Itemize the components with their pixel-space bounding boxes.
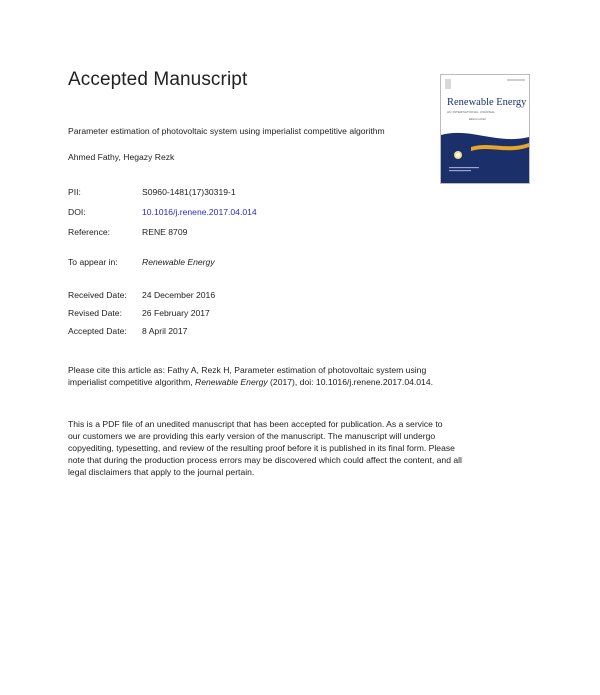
- pii-value: S0960-1481(17)30319-1: [142, 187, 236, 197]
- citation-journal: Renewable Energy: [195, 377, 268, 387]
- disclaimer-line: copyediting, typesetting, and review of the resulting proof before it is published in its final form. Please: [68, 443, 455, 453]
- disclaimer-line: our customers we are providing this early version of the manuscript. The manuscript will undergo: [68, 431, 436, 441]
- citation-line-2-post: (2017), doi: 10.1016/j.renene.2017.04.014.: [267, 377, 433, 387]
- reference-value: RENE 8709: [142, 227, 188, 237]
- reference-row: [68, 227, 187, 237]
- page-title: Accepted Manuscript: [68, 69, 248, 90]
- disclaimer-line: note that during the production process errors may be discovered which could affect the content, and all: [68, 455, 462, 465]
- appear-value: Renewable Energy: [142, 257, 215, 267]
- article-authors: Ahmed Fathy, Hegazy Rezk: [68, 152, 175, 162]
- revised-row: [68, 308, 210, 318]
- appear-row: [68, 257, 215, 267]
- revised-value: 26 February 2017: [142, 308, 210, 318]
- citation-line-2-pre: imperialist competitive algorithm,: [68, 377, 196, 387]
- publisher-logo-icon: [445, 79, 451, 89]
- article-title: Parameter estimation of photovoltaic system using imperialist competitive algorithm: [68, 126, 385, 136]
- received-value: 24 December 2016: [142, 290, 216, 300]
- citation-line-2: [68, 376, 533, 388]
- revised-label: Revised Date:: [68, 308, 122, 318]
- cover-artwork: [441, 75, 529, 183]
- pii-label: PII:: [68, 187, 81, 197]
- doi-link[interactable]: 10.1016/j.renene.2017.04.014: [142, 207, 257, 217]
- doi-row: [68, 207, 257, 217]
- pii-row: [68, 187, 236, 197]
- disclaimer-line: This is a PDF file of an unedited manuscript that has been accepted for publication. As a service to: [68, 419, 443, 429]
- accepted-value: 8 April 2017: [142, 326, 188, 336]
- reference-label: Reference:: [68, 227, 111, 237]
- cover-subtitle-2: Editor-in-Chief: [469, 118, 486, 121]
- disclaimer-paragraph: [68, 418, 533, 478]
- journal-cover: [440, 74, 530, 184]
- cover-subtitle: AN INTERNATIONAL JOURNAL: [447, 110, 496, 114]
- citation-paragraph: [68, 364, 533, 388]
- citation-line-1: Please cite this article as: Fathy A, Rezk H, Parameter estimation of photovoltaic system using: [68, 365, 427, 375]
- received-row: [68, 290, 215, 300]
- cover-journal-name: Renewable Energy: [447, 97, 527, 108]
- accepted-label: Accepted Date:: [68, 326, 127, 336]
- cover-wave: [441, 133, 529, 183]
- appear-label: To appear in:: [68, 257, 118, 267]
- received-label: Received Date:: [68, 290, 127, 300]
- accepted-row: [68, 326, 187, 336]
- doi-label: DOI:: [68, 207, 86, 217]
- disclaimer-line: legal disclaimers that apply to the journal pertain.: [68, 467, 255, 477]
